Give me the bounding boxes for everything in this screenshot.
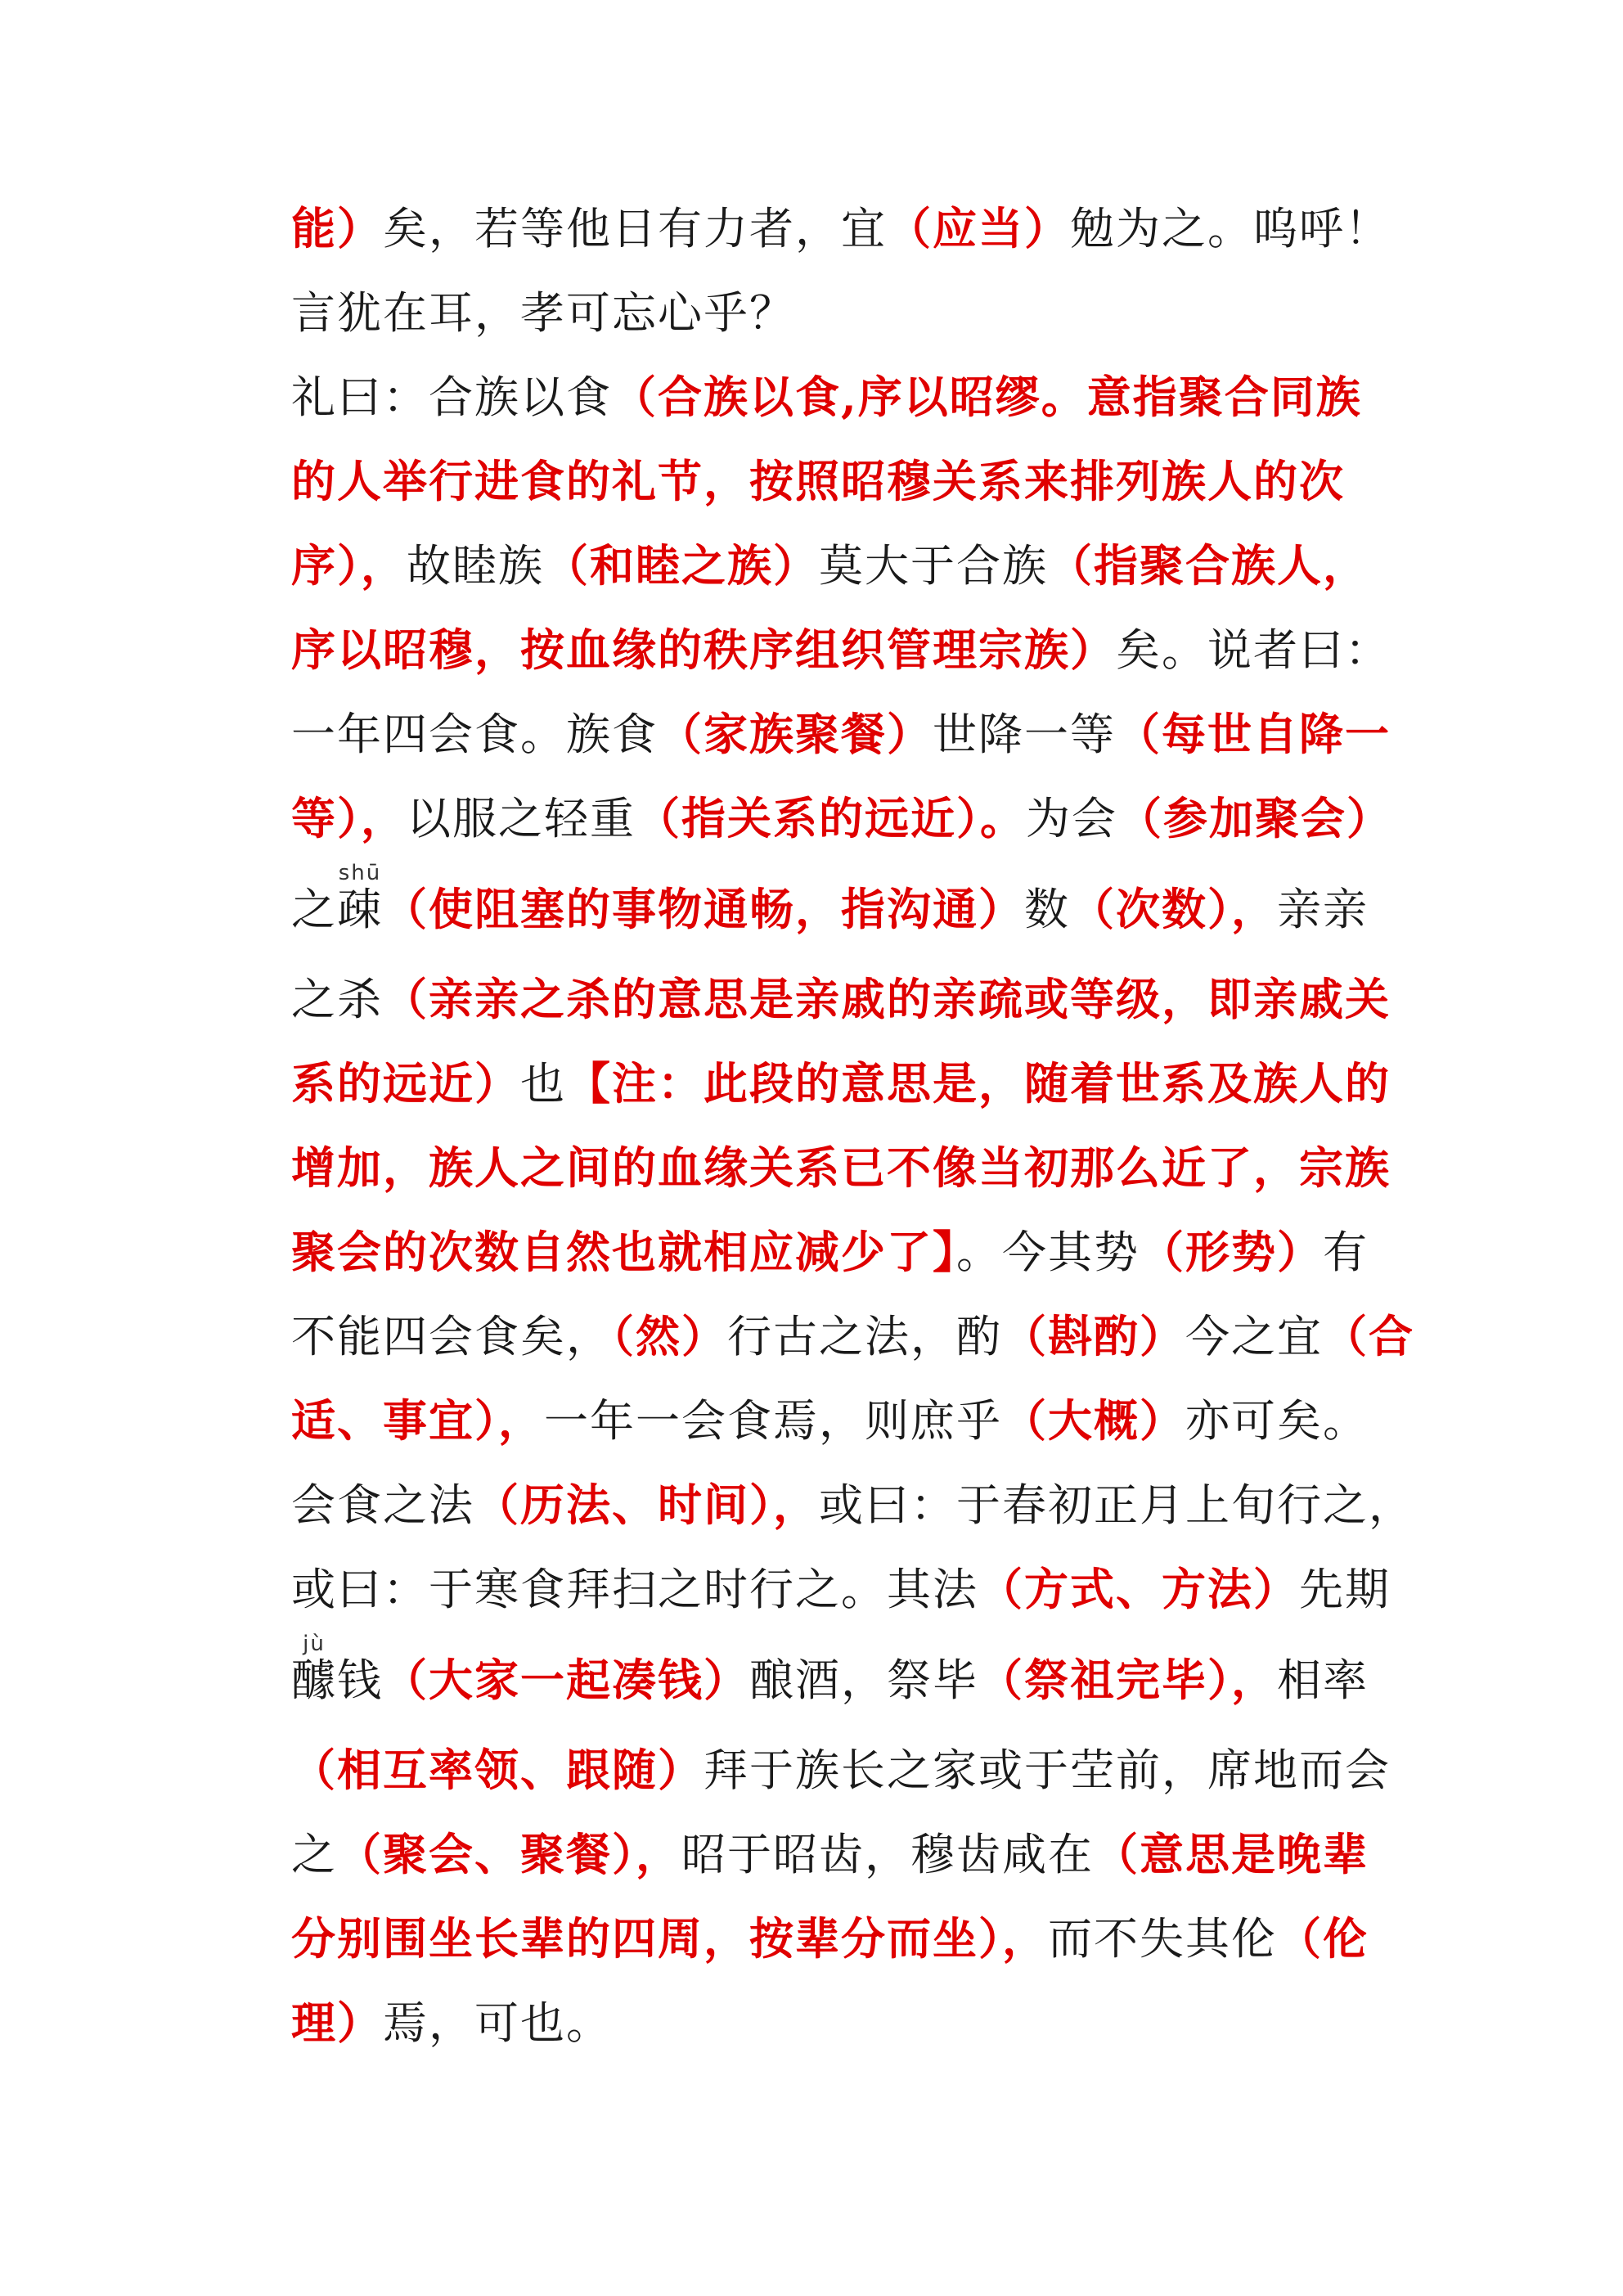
- source-text: 可也。: [474, 1997, 612, 2049]
- text-line: [291, 187, 1389, 271]
- source-text: 今之宜: [1185, 1311, 1323, 1362]
- annotation-text: 增加，族人之间的血缘关系已不像当初那么近了，宗族: [291, 1141, 1391, 1194]
- source-text: 会食之法: [291, 1479, 474, 1531]
- annotation-text: （应当）: [887, 202, 1070, 254]
- source-text: 一年一会食焉，则庶乎: [544, 1395, 1002, 1447]
- ruby-base: 疎: [337, 884, 383, 935]
- source-text: 。今其势: [956, 1227, 1140, 1278]
- text-line: [291, 1379, 1389, 1463]
- source-text: 亲亲: [1277, 884, 1369, 935]
- annotation-text: 系的远近）: [291, 1057, 520, 1110]
- annotation-text: 序以昭穆，按血缘的秩序组织管理宗族）: [291, 624, 1116, 676]
- annotation-text: 理）: [291, 1997, 383, 2049]
- source-text: 也: [520, 1058, 566, 1110]
- annotation-text: 分别围坐长辈的四周，按辈分而坐），: [291, 1912, 1048, 1965]
- annotation-text: （大家一起凑钱）: [383, 1654, 749, 1706]
- annotation-text: （次数），: [1070, 883, 1277, 935]
- source-text: 昭于昭齿，穆齿咸在: [681, 1829, 1094, 1880]
- source-text: 焉，: [383, 1997, 474, 2049]
- annotation-text: 序），: [291, 539, 407, 592]
- source-text: 矣，若等他日有力者，宜: [383, 203, 887, 254]
- text-line: [291, 692, 1389, 777]
- text-line: [291, 608, 1389, 692]
- text-line: [291, 1210, 1389, 1294]
- text-line: [291, 1294, 1414, 1379]
- annotation-text: （指关系的远近）。: [636, 792, 1026, 844]
- source-text: 钱: [337, 1654, 383, 1706]
- annotation-text: （大概）: [1002, 1394, 1185, 1447]
- annotation-text: （指聚合族人，: [1048, 539, 1369, 592]
- source-text: 故睦族: [407, 540, 544, 592]
- annotation-text: （亲亲之杀的意思是亲戚的亲疏或等级，即亲戚关: [383, 973, 1391, 1025]
- annotation-text: （合族以食,序以昭缪。意指聚合同族: [612, 371, 1362, 423]
- annotation-text: （祭祖完毕），: [978, 1654, 1277, 1706]
- annotation-text: 适、事宜），: [291, 1394, 544, 1447]
- source-text: 莫大于合族: [819, 540, 1048, 592]
- annotation-text: （参加聚会）: [1117, 792, 1392, 844]
- source-text: 勉为之。呜呼！: [1070, 203, 1391, 254]
- annotation-text: 的人举行进食的礼节，按照昭穆关系来排列族人的次: [291, 455, 1345, 507]
- source-text: 以服之轻重: [407, 793, 636, 844]
- text-line: [291, 777, 1392, 861]
- text-line: [291, 271, 1389, 355]
- pinyin-annotation: jù: [291, 1632, 337, 1656]
- source-text: 言犹在耳，孝可忘心乎？: [291, 287, 795, 339]
- annotation-text: （相互率领、跟随）: [291, 1744, 704, 1796]
- source-text: 亦可矣。: [1185, 1395, 1369, 1447]
- annotation-text: （然）: [612, 1310, 727, 1362]
- text-line: [291, 1126, 1389, 1210]
- annotation-text: 等），: [291, 792, 407, 844]
- source-text: 不能四会食矣，: [291, 1311, 612, 1362]
- annotation-text: （和睦之族）: [544, 539, 819, 592]
- source-text: 而不失其伦: [1048, 1913, 1277, 1965]
- annotation-text: （形势）: [1140, 1226, 1323, 1278]
- annotation-text: （伦: [1277, 1912, 1369, 1965]
- text-line: [291, 1463, 1414, 1547]
- text-line: [291, 1547, 1389, 1632]
- ruby-glyph: [337, 861, 383, 935]
- text-line: [291, 861, 1389, 957]
- text-line: [291, 1042, 1389, 1126]
- source-text: 拜于族长之家或于茔前，席地而会: [704, 1745, 1391, 1796]
- source-text: 行古之法，酌: [727, 1311, 1002, 1362]
- source-text: 矣。说者曰：: [1116, 624, 1391, 676]
- source-text: 相率: [1277, 1654, 1369, 1706]
- text-line: [291, 1812, 1389, 1897]
- pinyin-annotation: shū: [337, 861, 383, 885]
- annotation-text: 能）: [291, 202, 383, 254]
- text-line: [291, 1897, 1389, 1981]
- annotation-text: （合: [1323, 1310, 1414, 1362]
- source-text: 或曰：于春初正月上旬行之，: [819, 1479, 1414, 1531]
- annotation-text: 聚会的次数自然也就相应减少了】: [291, 1226, 956, 1278]
- annotation-text: （历法、时间），: [474, 1479, 819, 1531]
- text-line: [291, 1632, 1389, 1728]
- annotation-text: （聚会、聚餐），: [337, 1828, 681, 1880]
- text-line: [291, 355, 1389, 439]
- text-line: [291, 957, 1389, 1042]
- text-line: [291, 524, 1389, 608]
- annotation-text: （家族聚餐）: [658, 708, 933, 760]
- source-text: 之: [291, 1829, 337, 1880]
- ruby-base: 醵: [291, 1654, 337, 1706]
- source-text: 一年四会食。族食: [291, 709, 658, 760]
- source-text: 礼曰：合族以食: [291, 371, 612, 423]
- source-text: 有: [1323, 1227, 1369, 1278]
- text-line: [291, 1728, 1389, 1812]
- source-text: 世降一等: [933, 709, 1116, 760]
- ruby-glyph: [291, 1632, 337, 1706]
- source-text: 先期: [1299, 1564, 1391, 1615]
- annotation-text: （斟酌）: [1002, 1310, 1185, 1362]
- text-line: [291, 439, 1389, 524]
- document-body: [291, 187, 1414, 2065]
- source-text: 为会: [1026, 793, 1117, 844]
- annotation-text: （意思是晚辈: [1094, 1828, 1369, 1880]
- source-text: 之杀: [291, 974, 383, 1025]
- text-line: [291, 1981, 1389, 2065]
- annotation-text: 【注：此段的意思是，随着世系及族人的: [566, 1057, 1391, 1110]
- source-text: 之: [291, 884, 337, 935]
- annotation-text: （使阻塞的事物通畅，指沟通）: [383, 883, 1024, 935]
- annotation-text: （每世自降一: [1116, 708, 1391, 760]
- source-text: 数: [1024, 884, 1070, 935]
- source-text: 或曰：于寒食拜扫之时行之。其法: [291, 1564, 978, 1615]
- annotation-text: （方式、方法）: [978, 1563, 1299, 1615]
- source-text: 酿酒，祭毕: [749, 1654, 978, 1706]
